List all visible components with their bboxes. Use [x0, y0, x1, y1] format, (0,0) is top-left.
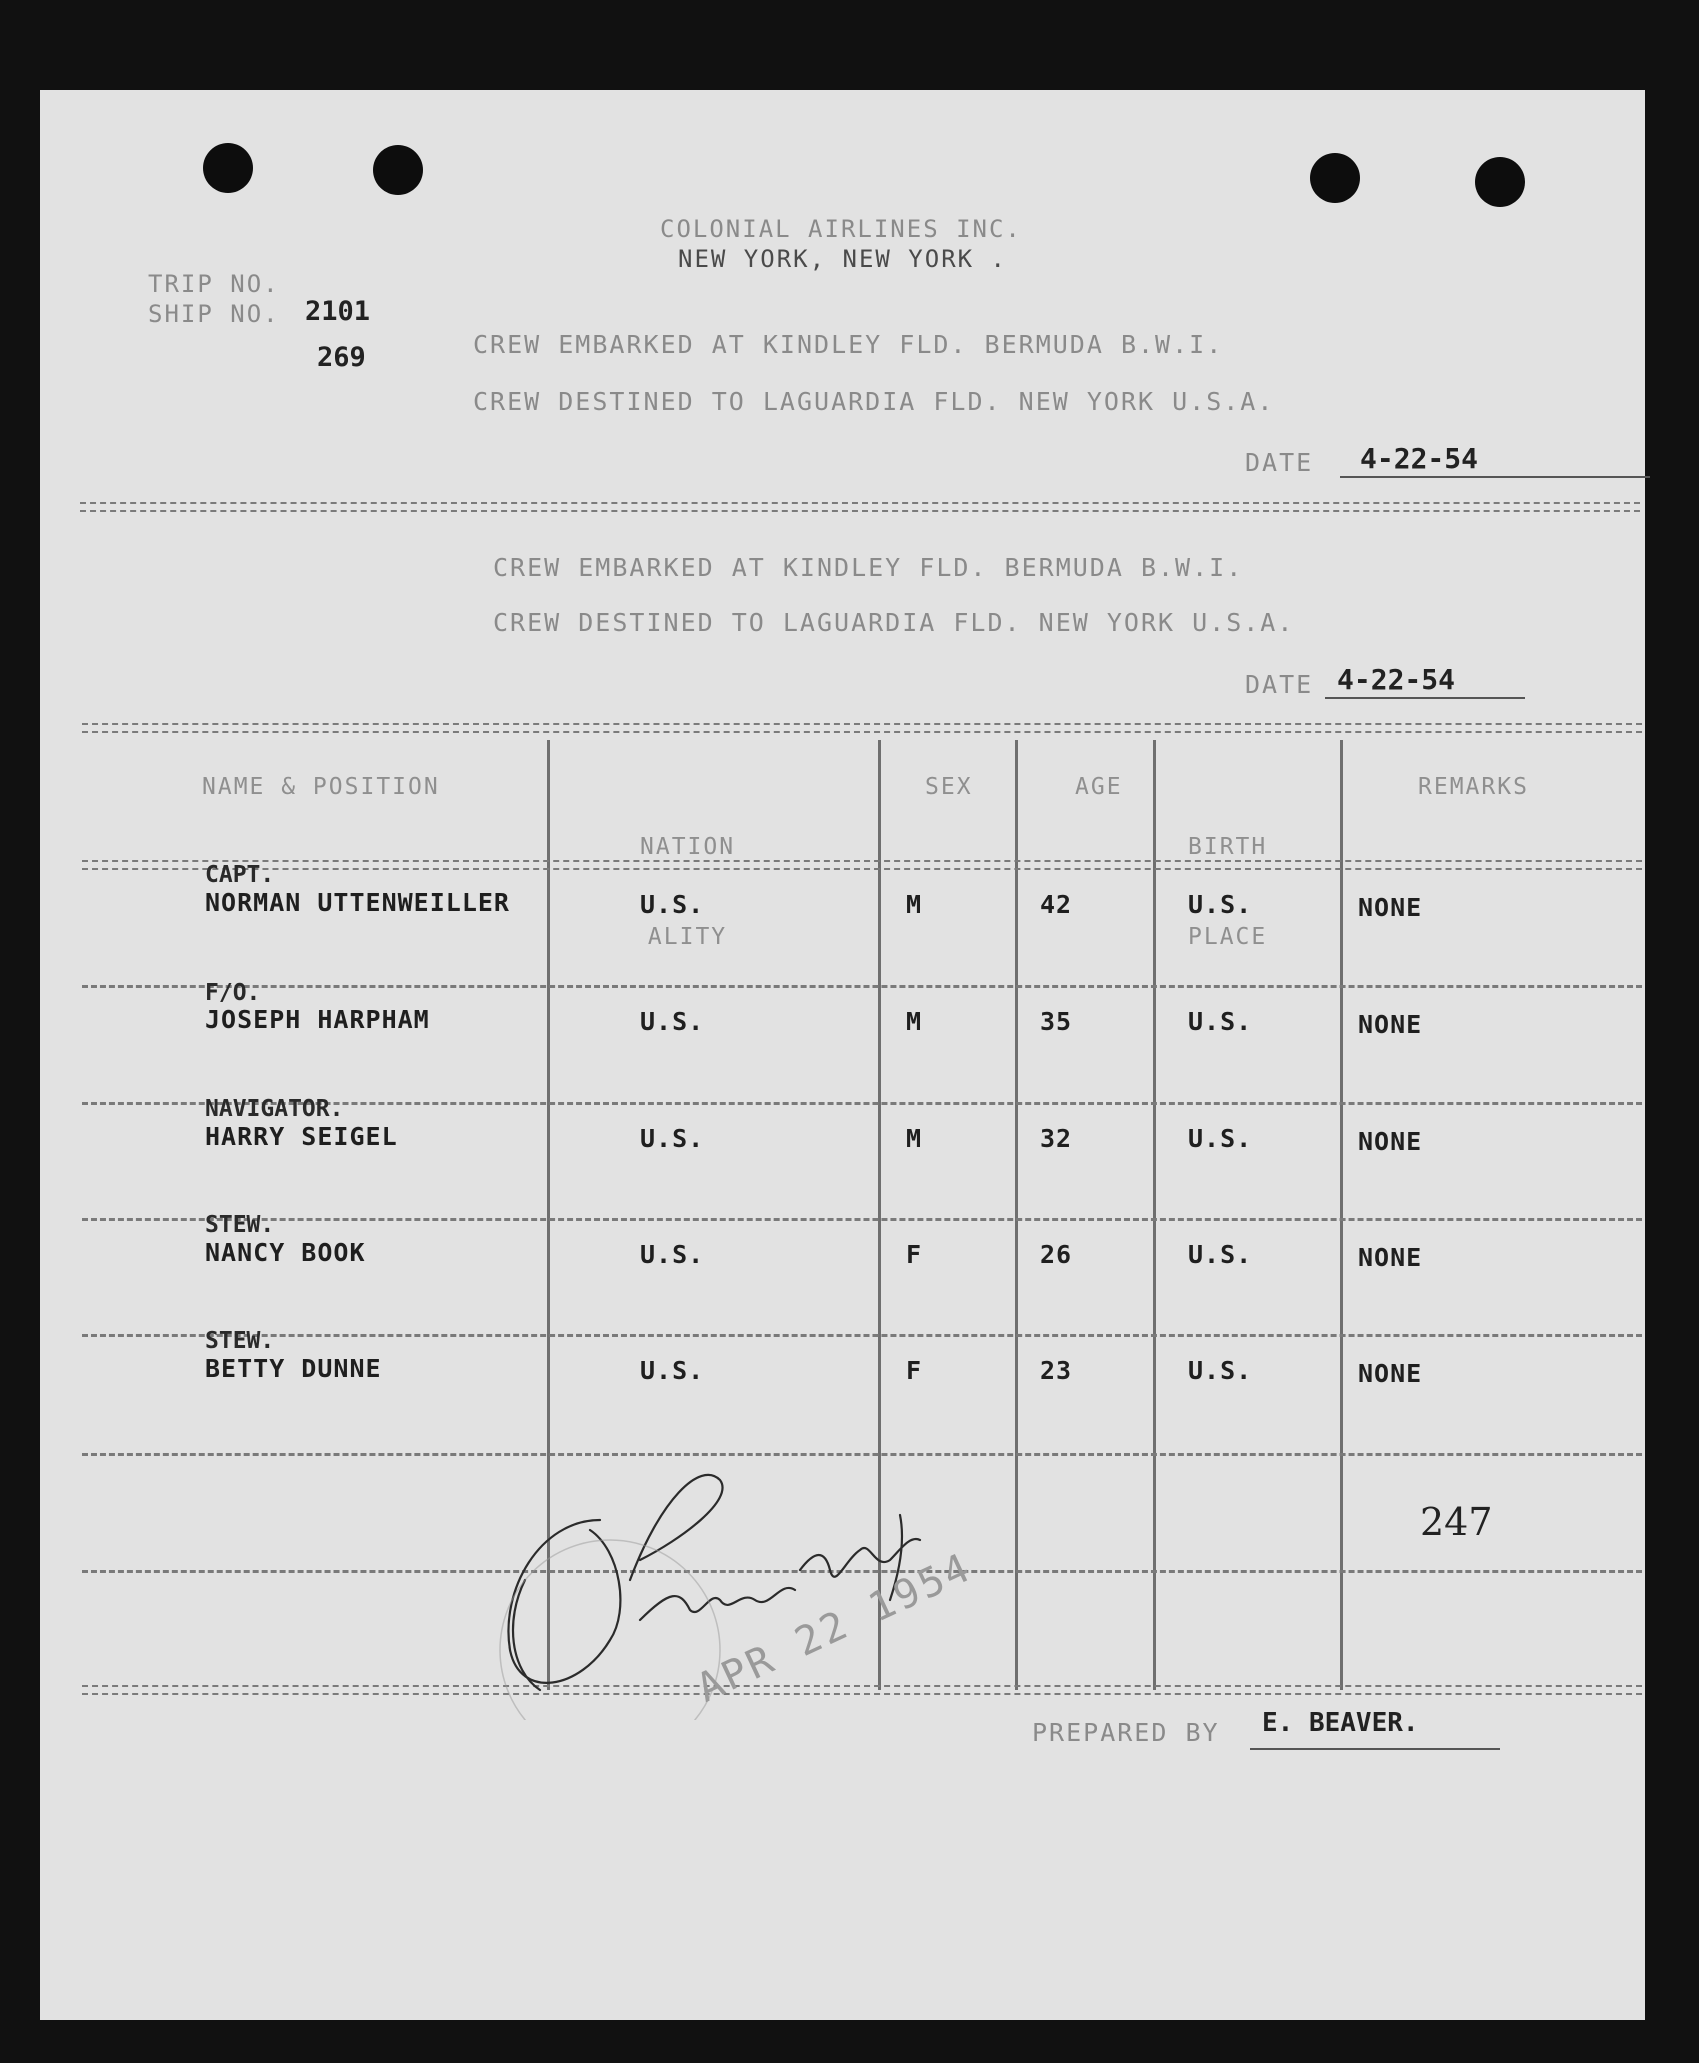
crew-sex: F	[906, 1240, 923, 1269]
embarked-line: CREW EMBARKED AT KINDLEY FLD. BERMUDA B.W.I.	[473, 330, 1224, 359]
crew-birth-place: U.S.	[1188, 1124, 1253, 1153]
date-value: 4-22-54	[1337, 663, 1456, 696]
header-sex: SEX	[925, 774, 973, 800]
crew-nationality: U.S.	[640, 1356, 705, 1385]
crew-age: 42	[1040, 890, 1073, 919]
header-birth-place: BIRTH PLACE	[1188, 834, 1268, 950]
header-nationality: NATION ALITY	[640, 834, 736, 950]
date-underline	[1325, 697, 1525, 699]
crew-remarks: NONE	[1358, 1127, 1423, 1156]
punch-hole	[373, 145, 423, 195]
crew-position: STEW.	[205, 1212, 275, 1238]
destined-line: CREW DESTINED TO LAGUARDIA FLD. NEW YORK U.S.A.	[473, 387, 1275, 416]
manifest-page	[40, 90, 1645, 2020]
crew-age: 35	[1040, 1007, 1073, 1036]
date-label: DATE	[1245, 448, 1314, 477]
date-value: 4-22-54	[1360, 442, 1479, 475]
received-stamp: APR 22 1954	[690, 1544, 980, 1712]
punch-hole	[203, 143, 253, 193]
separator	[80, 502, 1640, 512]
column-divider	[1015, 740, 1018, 1690]
crew-age: 32	[1040, 1124, 1073, 1153]
company-name: COLONIAL AIRLINES INC.	[660, 215, 1022, 243]
embarked-line: CREW EMBARKED AT KINDLEY FLD. BERMUDA B.W.I.	[493, 553, 1244, 582]
crew-remarks: NONE	[1358, 1359, 1423, 1388]
header-name-position: NAME & POSITION	[202, 774, 440, 800]
row-rule	[82, 1334, 1642, 1337]
crew-remarks: NONE	[1358, 1010, 1423, 1039]
crew-name: JOSEPH HARPHAM	[205, 1005, 430, 1034]
punch-hole	[1475, 157, 1525, 207]
crew-position: STEW.	[205, 1328, 275, 1354]
prepared-by-underline	[1250, 1748, 1500, 1750]
crew-sex: M	[906, 1124, 923, 1153]
date-underline	[1340, 476, 1650, 478]
trip-number: 269	[317, 342, 366, 373]
header-remarks: REMARKS	[1418, 774, 1529, 800]
crew-name: HARRY SEIGEL	[205, 1122, 398, 1151]
row-rule	[82, 985, 1642, 988]
row-rule	[82, 1218, 1642, 1221]
crew-sex: M	[906, 890, 923, 919]
crew-birth-place: U.S.	[1188, 890, 1253, 919]
ship-label: SHIP NO.	[148, 300, 280, 328]
crew-position: CAPT.	[205, 862, 275, 888]
column-divider	[1153, 740, 1156, 1690]
column-divider	[1340, 740, 1343, 1690]
crew-name: BETTY DUNNE	[205, 1354, 382, 1383]
crew-birth-place: U.S.	[1188, 1356, 1253, 1385]
crew-birth-place: U.S.	[1188, 1240, 1253, 1269]
page-number: 247	[1420, 1500, 1493, 1544]
crew-position: NAVIGATOR.	[205, 1096, 344, 1122]
trip-label: TRIP NO.	[148, 270, 280, 298]
destined-line: CREW DESTINED TO LAGUARDIA FLD. NEW YORK U.S.A.	[493, 608, 1295, 637]
crew-name: NANCY BOOK	[205, 1238, 366, 1267]
table-top-rule	[82, 723, 1642, 733]
ship-number: 2101	[305, 296, 371, 327]
crew-age: 23	[1040, 1356, 1073, 1385]
punch-hole	[1310, 153, 1360, 203]
crew-name: NORMAN UTTENWEILLER	[205, 888, 510, 917]
row-rule	[82, 860, 1642, 870]
crew-nationality: U.S.	[640, 1240, 705, 1269]
crew-age: 26	[1040, 1240, 1073, 1269]
crew-remarks: NONE	[1358, 1243, 1423, 1272]
crew-nationality: U.S.	[640, 1007, 705, 1036]
crew-nationality: U.S.	[640, 890, 705, 919]
crew-position: F/O.	[205, 980, 261, 1006]
crew-sex: M	[906, 1007, 923, 1036]
crew-sex: F	[906, 1356, 923, 1385]
date-label: DATE	[1245, 670, 1314, 699]
company-city: NEW YORK, NEW YORK .	[678, 245, 1007, 273]
crew-nationality: U.S.	[640, 1124, 705, 1153]
prepared-by-name: E. BEAVER.	[1262, 1708, 1419, 1738]
crew-birth-place: U.S.	[1188, 1007, 1253, 1036]
crew-remarks: NONE	[1358, 893, 1423, 922]
prepared-by-label: PREPARED BY	[1032, 1718, 1220, 1747]
header-age: AGE	[1075, 774, 1123, 800]
